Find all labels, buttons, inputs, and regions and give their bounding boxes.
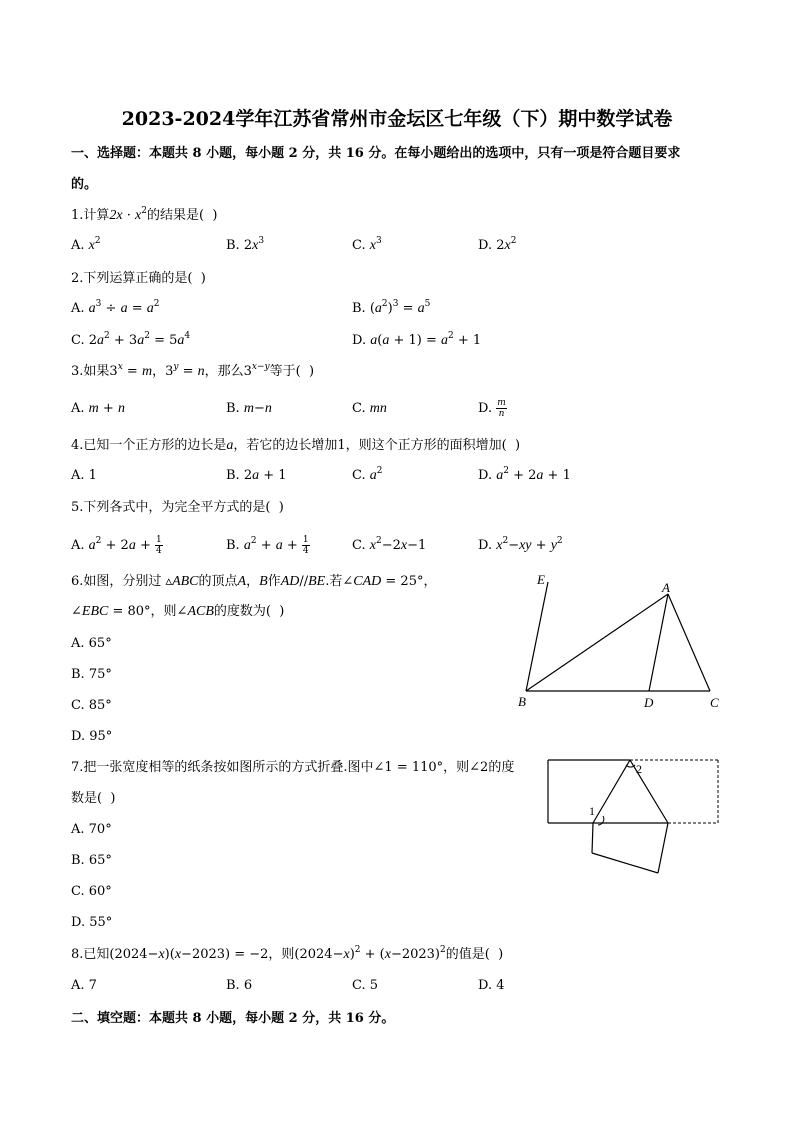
q3-option-d: D. $\frac{m}{n}$ xyxy=(478,398,506,419)
q6-option-c: C. 85° xyxy=(71,698,112,713)
question-4: 4.已知一个正方形的边长是a，若它的边长增加1，则这个正方形的面积增加( ) xyxy=(71,438,521,453)
question-5: 5.下列各式中，为完全平方式的是( ) xyxy=(71,500,284,515)
question-7-cont: 数是( ) xyxy=(71,791,116,806)
q1-option-a: A. $x^2$ xyxy=(71,236,101,253)
question-1: 1.计算$2x \cdot x^2$的结果是( ) xyxy=(71,206,218,223)
q1-option-b: B. $2x^3$ xyxy=(226,236,265,253)
page-title: 2023-2024学年江苏省常州市金坛区七年级（下）期中数学试卷 xyxy=(121,108,673,130)
q6-option-a: A. 65° xyxy=(71,636,112,651)
q7-option-a: A. 70° xyxy=(71,822,112,837)
folded-strip-figure xyxy=(540,755,725,885)
q2-option-b: B. $(a^2)^3 = a^5$ xyxy=(352,299,431,316)
q3-option-a: A. m + n xyxy=(71,401,125,416)
q5-option-b: B. $a^2 + a$ + $\frac{1}{4}$ xyxy=(226,535,309,556)
section-one-heading-cont: 的。 xyxy=(71,177,98,192)
label-d: D xyxy=(644,695,654,710)
q4-option-a: A. 1 xyxy=(71,468,97,483)
q4-option-d: D. $a^2 + 2a + 1$ xyxy=(478,466,571,483)
q8-option-c: C. 5 xyxy=(352,978,379,993)
question-3: 3.如果$3^x = m$，$3^y = n$，那么$3^{x-y}$等于( ) xyxy=(71,362,315,379)
label-a: A xyxy=(662,580,670,595)
q5-option-d: D. $x^2-xy + y^2$ xyxy=(478,536,563,553)
q8-option-a: A. 7 xyxy=(71,978,97,993)
question-8: 8.已知(2024−x)(x−2023) = −2，则$(2024-x)^2 + (x-2023)^2$的值是( ) xyxy=(71,945,504,962)
q4-option-c: C. $a^2$ xyxy=(352,466,383,483)
q7-option-c: C. 60° xyxy=(71,884,112,899)
question-6: 6.如图，分别过 ▵ABC的顶点A，B作AD//BE.若∠CAD = 25°， xyxy=(71,574,437,589)
q7-option-d: D. 55° xyxy=(71,915,113,930)
label-c: C xyxy=(710,695,719,710)
section-two-heading: 二、填空题：本题共 8 小题，每小题 2 分，共 16 分。 xyxy=(71,1011,395,1026)
q2-option-d: D. $a(a + 1) = a^2 + 1$ xyxy=(352,331,482,348)
q2-option-c: C. $2a^2 + 3a^2 = 5a^4$ xyxy=(71,331,191,348)
q5-option-c: C. $x^2-2x-1$ xyxy=(352,536,427,553)
angle-1-label: 1 xyxy=(589,804,595,818)
q4-option-b: B. 2a + 1 xyxy=(226,468,287,483)
question-6-cont: ∠EBC = 80°，则∠ACB的度数为( ) xyxy=(71,604,285,619)
q2-option-a: A. $a^3 \div a = a^2$ xyxy=(71,299,160,316)
q6-option-d: D. 95° xyxy=(71,729,113,744)
triangle-figure xyxy=(510,570,730,715)
section-one-heading: 一、选择题：本题共 8 小题，每小题 2 分，共 16 分。在每小题给出的选项中，只有一项是符合题目要求 xyxy=(71,146,681,161)
q3-option-b: B. m−n xyxy=(226,401,272,416)
q6-option-b: B. 75° xyxy=(71,667,112,682)
q8-option-b: B. 6 xyxy=(226,978,253,993)
label-b: B xyxy=(518,694,526,709)
q8-option-d: D. 4 xyxy=(478,978,505,993)
angle-2-label: 2 xyxy=(636,762,642,776)
q3-option-c: C. mn xyxy=(352,401,387,416)
question-7: 7.把一张宽度相等的纸条按如图所示的方式折叠.图中∠1 = 110°，则∠2的度 xyxy=(71,760,515,775)
question-2: 2.下列运算正确的是( ) xyxy=(71,271,206,286)
q1-option-d: D. $2x^2$ xyxy=(478,236,517,253)
label-e: E xyxy=(537,572,545,587)
q5-option-a: A. $a^2 + 2a$ + $\frac{1}{4}$ xyxy=(71,535,162,556)
q1-option-c: C. $x^3$ xyxy=(352,236,382,253)
q7-option-b: B. 65° xyxy=(71,853,112,868)
